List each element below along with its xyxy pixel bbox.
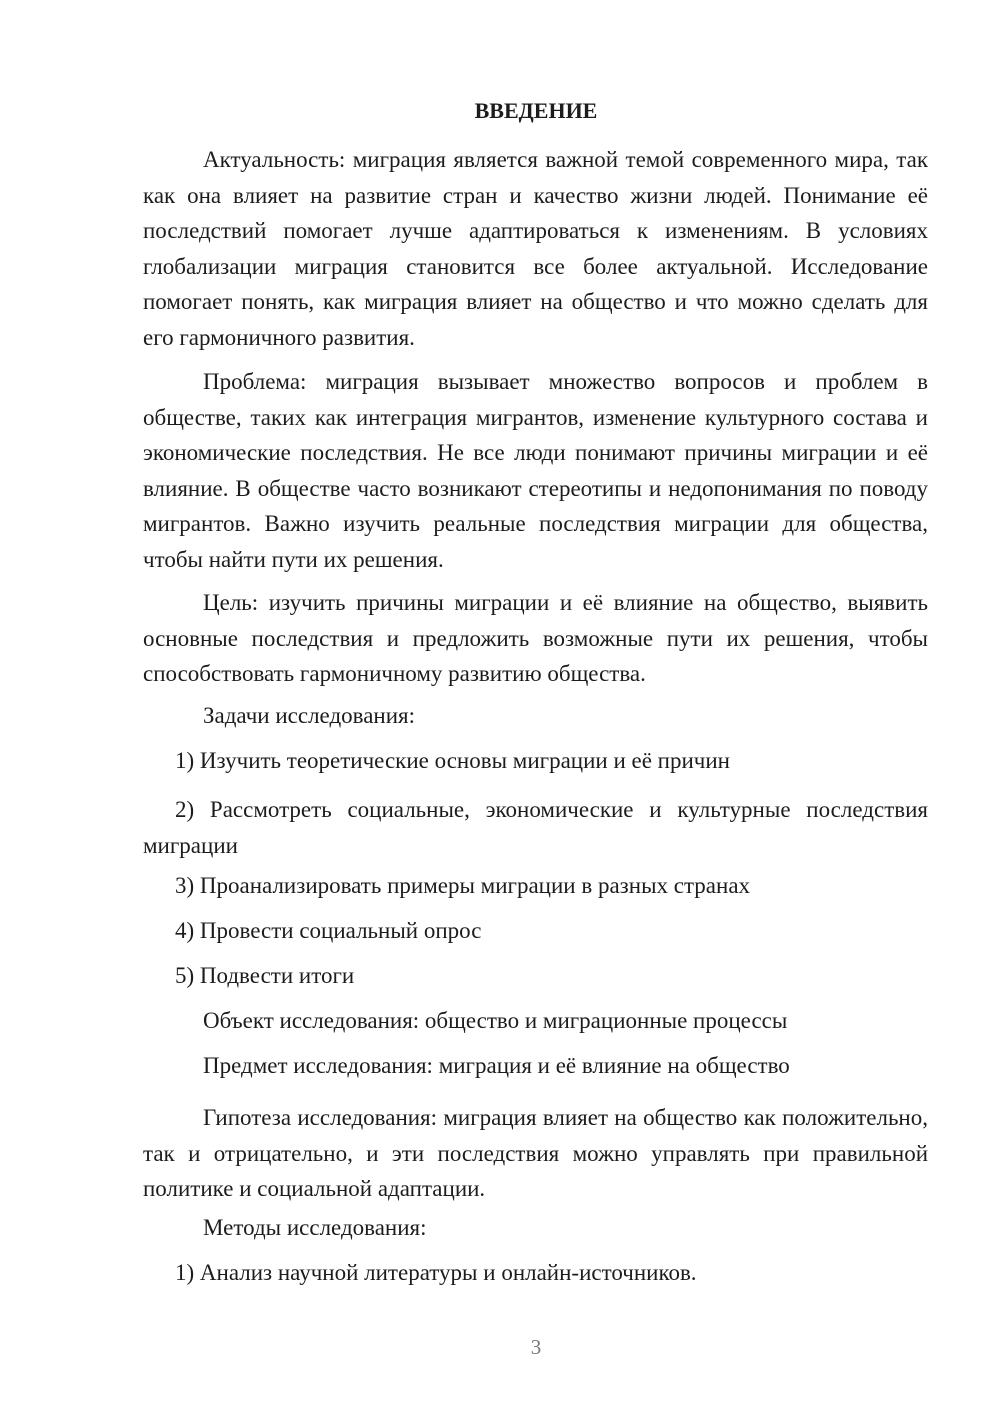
task-item-2: 2) Рассмотреть социальные, экономические и культурные последствия миграции [143,797,928,858]
task-item-1: 1) Изучить теоретические основы миграции и её причин [175,748,730,773]
goal-paragraph: Цель: изучить причины миграции и её влияние на общество, выявить основные последствия и предложить возможные пути их решения, чтобы способствовать гармоничному развитию общества. [143,590,928,686]
page-number: 3 [530,1335,542,1359]
task-item-3: 3) Проанализировать примеры миграции в разных странах [175,873,751,898]
task-item-5: 5) Подвести итоги [175,963,355,988]
problem-paragraph: Проблема: миграция вызывает множество вопросов и проблем в обществе, таких как интеграция мигрантов, изменение культурного состава и экономические последствия. Не все люди понимают причины миграции и её влияние. В обществе часто возникают стереотипы и недопонимания по поводу мигрантов. Важно изучить реальные последствия миграции для общества, чтобы найти пути их решения. [143,369,928,572]
hypothesis-paragraph: Гипотеза исследования: миграция влияет на общество как положительно, так и отрицательно, и эти последствия можно управлять при правильной политике и социальной адаптации. [143,1105,928,1201]
page-title: ВВЕДЕНИЕ [474,98,598,123]
tasks-heading: Задачи исследования: [203,703,416,728]
task-item-4: 4) Провести социальный опрос [175,918,482,943]
research-subject: Предмет исследования: миграция и её влияние на общество [203,1053,790,1078]
research-object: Объект исследования: общество и миграционные процессы [203,1008,788,1033]
method-item-1: 1) Анализ научной литературы и онлайн-источников. [175,1260,697,1285]
relevance-paragraph: Актуальность: миграция является важной темой современного мира, так как она влияет на развитие стран и качество жизни людей. Понимание её последствий помогает лучше адаптироваться к изменениям. В условиях глобализации миграция становится все более актуальной. Исследование помогает понять, как миграция влияет на общество и что можно сделать для его гармоничного развития. [143,147,928,350]
methods-heading: Методы исследования: [203,1215,427,1240]
